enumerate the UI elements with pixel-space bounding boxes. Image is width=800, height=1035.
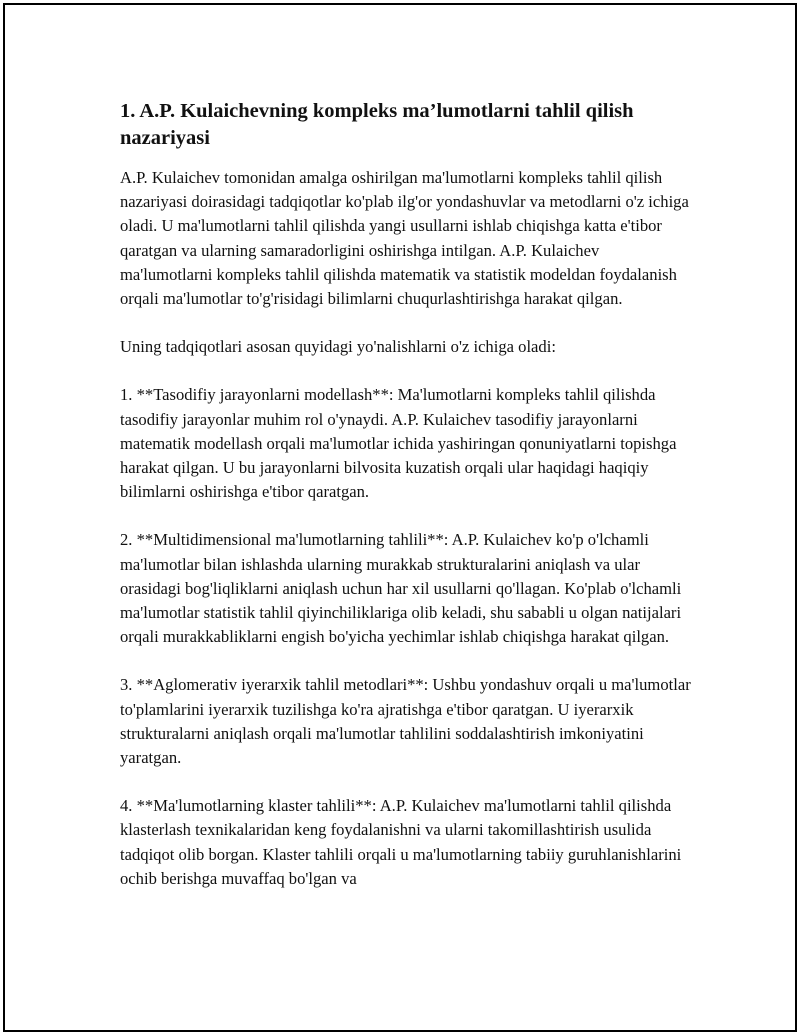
paragraph-item-1: 1. **Tasodifiy jarayonlarni modellash**: Ma'lumotlarni kompleks tahlil qilishda tasodifiy jarayonlar muhim rol o'ynaydi. A.P. Kulaichev tasodifiy jarayonlarni matematik modellash orqali ma'lumotlar ichida yashiringan qonuniyatlarni topishga harakat qilgan. U bu jarayonlarni bilvosita kuzatish orqali ular haqidagi haqiqiy bilimlarni oshirishga e'tibor qaratgan. <box>120 385 677 502</box>
paragraph-item-3: 3. **Aglomerativ iyerarxik tahlil metodlari**: Ushbu yondashuv orqali u ma'lumotlar to'plamlarini iyerarxik tuzilishga ko'ra ajratishga e'tibor qaratgan. U iyerarxik strukturalarni aniqlash orqali ma'lumotlar tahlilini soddalashtirish imkoniyatini yaratgan. <box>120 675 691 768</box>
paragraph-intro: A.P. Kulaichev tomonidan amalga oshirilgan ma'lumotlarni kompleks tahlil qilish nazariyasi doirasidagi tadqiqotlar ko'plab ilg'or yondashuvlar va metodlarni o'z ichiga oladi. U ma'lumotlarni tahlil qilishda yangi usullarni ishlab chiqishga katta e'tibor qaratgan va ularning samaradorligini oshirishga intilgan. A.P. Kulaichev ma'lumotlarni kompleks tahlil qilishda matematik va statistik modeldan foydalanish orqali ma'lumotlar to'g'risidagi bilimlarni chuqurlashtirishga harakat qilgan. <box>120 168 689 309</box>
paragraph-directions-lead: Uning tadqiqotlari asosan quyidagi yo'nalishlarni o'z ichiga oladi: <box>120 337 556 357</box>
document-content <box>120 98 695 915</box>
document-title: 1. A.P. Kulaichevning kompleks ma’lumotlarni tahlil qilish nazariyasi <box>120 100 634 149</box>
paragraph-item-2: 2. **Multidimensional ma'lumotlarning tahlili**: A.P. Kulaichev ko'p o'lchamli ma'lumotlar bilan ishlashda ularning murakkab strukturalarini aniqlash va ular orasidagi bog'liqliklarni aniqlash uchun har xil usullarni qo'llagan. Ko'plab o'lchamli ma'lumotlar statistik tahlil qiyinchiliklariga olib keladi, shu sababli u olgan natijalari orqali murakkabliklarni engish bo'yicha yechimlar ishlab chiqishga harakat qilgan. <box>120 530 682 647</box>
paragraph-item-4: 4. **Ma'lumotlarning klaster tahlili**: A.P. Kulaichev ma'lumotlarni tahlil qilishda klasterlash texnikalaridan keng foydalanishni va ularni takomillashtirish usulida tadqiqot olib borgan. Klaster tahlili orqali u ma'lumotlarning tabiiy guruhlanishlarini ochib berishga muvaffaq bo'lgan va <box>120 796 682 888</box>
document-page <box>3 3 797 1032</box>
